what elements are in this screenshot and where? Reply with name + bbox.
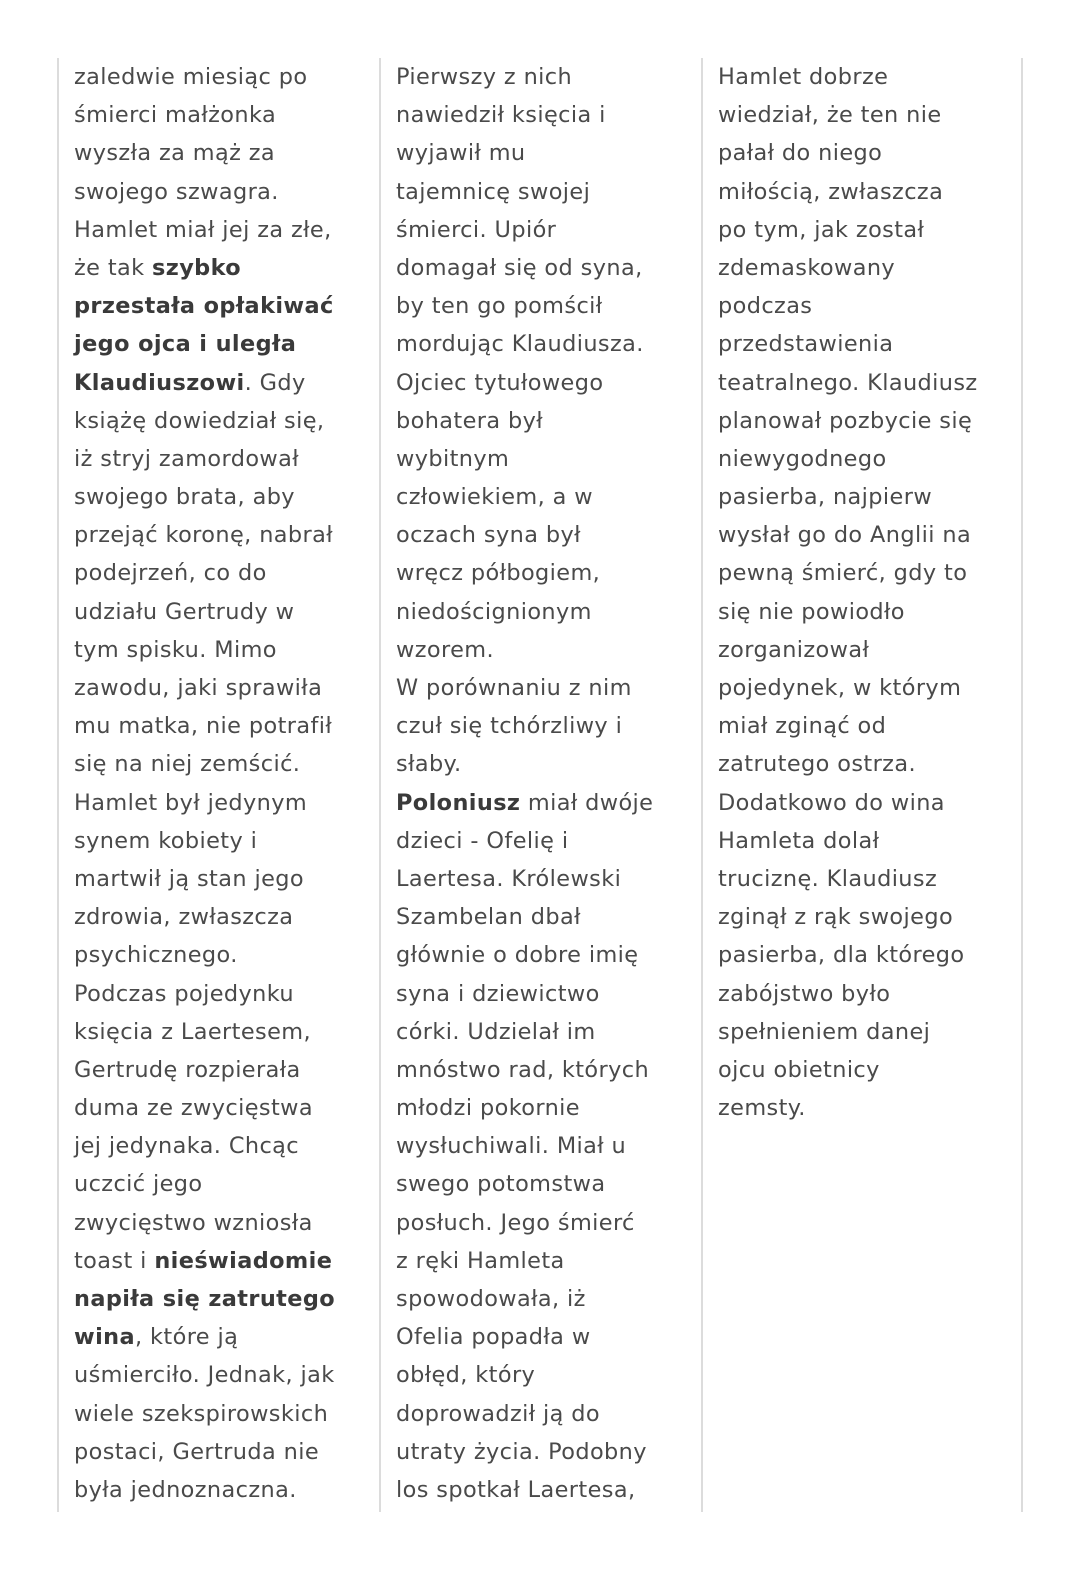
text-line — [74, 364, 374, 402]
text-segment: synem kobiety i — [74, 827, 258, 854]
text-segment: zawodu, jaki sprawiła — [74, 675, 323, 701]
text-segment: Hamlet dobrze — [718, 64, 889, 90]
text-segment: Hamleta dolał — [718, 827, 880, 854]
text-segment: miał dwóje — [520, 789, 654, 816]
text-line — [718, 173, 1018, 211]
text-segment: zaledwie miesiąc po — [74, 64, 308, 90]
text-segment: miał zginąć od — [718, 713, 887, 740]
text-segment: Ojciec tytułowego — [396, 369, 604, 396]
text-segment: zdrowia, zwłaszcza — [74, 904, 294, 931]
text-line — [718, 134, 1018, 172]
text-line — [74, 287, 374, 325]
text-segment: spowodowała, iż — [396, 1286, 586, 1312]
text-segment: jej jedynaka. Chcąc — [74, 1133, 300, 1160]
text-line — [74, 860, 374, 898]
text-segment: zwycięstwo wzniosła — [74, 1209, 313, 1236]
text-line — [74, 1280, 374, 1318]
text-line — [718, 898, 1018, 936]
text-line — [74, 478, 374, 516]
text-line — [74, 1471, 374, 1509]
text-segment: z ręki Hamleta — [396, 1247, 565, 1274]
text-segment: Szambelan dbał — [396, 904, 581, 931]
text-segment: toast i — [74, 1247, 155, 1274]
text-line — [396, 440, 696, 478]
text-column-1 — [57, 58, 379, 1512]
bold-text-segment: Klaudiuszowi — [74, 369, 245, 396]
text-line — [396, 211, 696, 249]
text-line — [74, 58, 374, 96]
text-segment: podczas — [718, 293, 813, 320]
text-segment: mnóstwo rad, których — [396, 1056, 650, 1083]
text-segment: Laertesa. Królewski — [396, 865, 622, 892]
text-segment: iż stryj zamordował — [74, 445, 300, 472]
text-line — [718, 554, 1018, 592]
text-line — [718, 287, 1018, 325]
text-line — [74, 707, 374, 745]
text-segment: po tym, jak został — [718, 216, 925, 243]
text-segment: oczach syna był — [396, 522, 581, 549]
text-segment: wyjawił mu — [396, 140, 526, 167]
text-line — [74, 134, 374, 172]
text-segment: zginął z rąk swojego — [718, 904, 954, 931]
text-segment: nawiedził księcia i — [396, 102, 606, 129]
text-line — [396, 1395, 696, 1433]
text-line — [74, 516, 374, 554]
text-line — [74, 402, 374, 440]
text-segment: zatrutego ostrza. — [718, 751, 916, 778]
text-segment: zemsty. — [718, 1095, 806, 1122]
text-segment: zabójstwo było — [718, 980, 891, 1007]
text-line — [396, 1013, 696, 1051]
text-line — [718, 860, 1018, 898]
text-line — [396, 554, 696, 592]
text-segment: niewygodnego — [718, 445, 887, 472]
column-3-text — [718, 58, 1018, 1127]
text-segment: syna i dziewictwo — [396, 980, 600, 1007]
column-2-text — [396, 58, 696, 1509]
text-segment: pałał do niego — [718, 140, 883, 167]
text-line — [718, 1089, 1018, 1127]
text-segment: wręcz półbogiem, — [396, 560, 601, 587]
text-segment: pasierba, najpierw — [718, 484, 933, 511]
text-segment: Gertrudę rozpierała — [74, 1056, 301, 1083]
text-line — [396, 249, 696, 287]
text-line — [396, 1204, 696, 1242]
text-segment: się na niej zemścić. — [74, 751, 301, 778]
text-line — [74, 1204, 374, 1242]
text-segment: martwił ją stan jego — [74, 865, 304, 892]
text-line — [396, 593, 696, 631]
text-line — [396, 1433, 696, 1471]
text-line — [396, 1471, 696, 1509]
bold-text-segment: Poloniusz — [396, 789, 521, 816]
text-line — [74, 325, 374, 363]
text-line — [74, 1356, 374, 1394]
text-line — [396, 96, 696, 134]
text-line — [718, 211, 1018, 249]
column-divider — [379, 58, 381, 1512]
text-segment: uczcić jego — [74, 1171, 203, 1198]
text-segment: . Gdy — [244, 369, 306, 396]
bold-text-segment: jego ojca i uległa — [74, 331, 297, 358]
text-segment: Hamlet miał jej za złe, — [74, 216, 332, 243]
text-line — [396, 287, 696, 325]
text-segment: spełnieniem danej — [718, 1018, 931, 1045]
text-segment: śmierci. Upiór — [396, 216, 557, 243]
text-line — [718, 440, 1018, 478]
text-line — [396, 975, 696, 1013]
column-divider — [1021, 58, 1023, 1512]
text-line — [396, 631, 696, 669]
text-line — [74, 936, 374, 974]
text-line — [74, 784, 374, 822]
text-line — [718, 975, 1018, 1013]
bold-text-segment: napiła się zatrutego — [74, 1286, 336, 1312]
text-line — [74, 249, 374, 287]
text-line — [396, 173, 696, 211]
text-segment: udziału Gertrudy w — [74, 598, 295, 625]
text-line — [718, 631, 1018, 669]
text-segment: wzorem. — [396, 636, 494, 663]
text-line — [396, 364, 696, 402]
text-line — [718, 364, 1018, 402]
text-segment: niedoścignionym — [396, 598, 592, 625]
text-segment: była jednoznaczna. — [74, 1476, 297, 1503]
text-line — [718, 707, 1018, 745]
text-segment: wybitnym — [396, 445, 510, 472]
text-segment: , które ją — [135, 1324, 239, 1351]
text-segment: posłuch. Jego śmierć — [396, 1209, 635, 1236]
text-segment: córki. Udzielał im — [396, 1018, 596, 1045]
text-line — [74, 669, 374, 707]
text-line — [74, 822, 374, 860]
text-segment: czuł się tchórzliwy i — [396, 713, 623, 740]
text-segment: ojcu obietnicy — [718, 1056, 880, 1083]
text-segment: miłością, zwłaszcza — [718, 178, 944, 205]
text-line — [74, 975, 374, 1013]
text-segment: przedstawienia — [718, 331, 894, 358]
text-segment: tym spisku. Mimo — [74, 636, 277, 663]
text-segment: postaci, Gertruda nie — [74, 1438, 319, 1465]
text-line — [74, 440, 374, 478]
text-line — [718, 325, 1018, 363]
text-line — [74, 631, 374, 669]
text-line — [396, 478, 696, 516]
text-segment: planował pozbycie się — [718, 407, 973, 434]
text-line — [718, 745, 1018, 783]
text-segment: Dodatkowo do wina — [718, 789, 945, 816]
text-segment: zorganizował — [718, 636, 870, 663]
text-line — [74, 173, 374, 211]
text-segment: człowiekiem, a w — [396, 484, 593, 511]
text-segment: wyszła za mąż za — [74, 140, 276, 167]
text-segment: wiele szekspirowskich — [74, 1400, 329, 1427]
text-segment: mordując Klaudiusza. — [396, 331, 644, 358]
text-line — [396, 402, 696, 440]
text-line — [396, 1089, 696, 1127]
text-segment: uśmierciło. Jednak, jak — [74, 1362, 335, 1389]
bold-text-segment: przestała opłakiwać — [74, 293, 334, 320]
text-segment: swojego brata, aby — [74, 484, 295, 511]
text-line — [396, 936, 696, 974]
text-segment: śmierci małżonka — [74, 102, 277, 129]
text-line — [74, 554, 374, 592]
text-segment: swojego szwagra. — [74, 178, 279, 205]
text-line — [718, 784, 1018, 822]
text-segment: książę dowiedział się, — [74, 407, 325, 434]
text-line — [396, 1165, 696, 1203]
text-segment: truciznę. Klaudiusz — [718, 865, 938, 892]
text-segment: by ten go pomścił — [396, 293, 603, 320]
text-line — [718, 96, 1018, 134]
text-line — [74, 1433, 374, 1471]
text-segment: domagał się od syna, — [396, 254, 643, 281]
bold-text-segment: wina — [74, 1324, 136, 1351]
text-segment: przejąć koronę, nabrał — [74, 522, 334, 549]
text-line — [718, 822, 1018, 860]
text-line — [74, 593, 374, 631]
text-line — [396, 669, 696, 707]
text-line — [718, 402, 1018, 440]
text-segment: pewną śmierć, gdy to — [718, 560, 968, 587]
text-segment: utraty życia. Podobny — [396, 1438, 647, 1465]
text-segment: zdemaskowany — [718, 254, 896, 281]
bold-text-segment: szybko — [152, 254, 242, 281]
text-segment: W porównaniu z nim — [396, 675, 632, 701]
text-segment: dzieci - Ofelię i — [396, 827, 569, 854]
text-line — [396, 1280, 696, 1318]
text-line — [396, 822, 696, 860]
text-line — [396, 707, 696, 745]
text-line — [396, 860, 696, 898]
text-segment: tajemnicę swojej — [396, 178, 591, 205]
text-line — [74, 745, 374, 783]
text-line — [74, 1089, 374, 1127]
text-segment: duma ze zwycięstwa — [74, 1095, 313, 1122]
text-line — [396, 325, 696, 363]
text-line — [718, 1051, 1018, 1089]
text-line — [74, 1165, 374, 1203]
text-line — [396, 784, 696, 822]
text-segment: los spotkał Laertesa, — [396, 1476, 636, 1503]
text-line — [396, 1242, 696, 1280]
text-line — [74, 1242, 374, 1280]
text-line — [396, 898, 696, 936]
text-line — [718, 936, 1018, 974]
column-divider — [57, 58, 59, 1512]
text-line — [74, 1127, 374, 1165]
text-line — [74, 1051, 374, 1089]
text-segment: podejrzeń, co do — [74, 560, 267, 587]
text-segment: księcia z Laertesem, — [74, 1018, 311, 1045]
text-line — [396, 1356, 696, 1394]
text-line — [396, 134, 696, 172]
text-line — [718, 478, 1018, 516]
text-segment: obłęd, który — [396, 1362, 536, 1389]
text-segment: teatralnego. Klaudiusz — [718, 369, 978, 396]
text-line — [74, 1013, 374, 1051]
text-line — [396, 516, 696, 554]
text-segment: pasierba, dla którego — [718, 942, 965, 969]
text-column-3 — [701, 58, 1023, 1512]
text-segment: Pierwszy z nich — [396, 64, 573, 90]
text-line — [718, 516, 1018, 554]
text-segment: Hamlet był jedynym — [74, 789, 308, 816]
text-segment: wysłał go do Anglii na — [718, 522, 972, 549]
text-line — [396, 745, 696, 783]
text-segment: młodzi pokornie — [396, 1095, 580, 1122]
text-segment: bohatera był — [396, 407, 544, 434]
text-line — [718, 249, 1018, 287]
text-segment: słaby. — [396, 751, 462, 778]
text-line — [396, 1127, 696, 1165]
text-line — [74, 898, 374, 936]
column-1-text — [74, 58, 374, 1509]
text-column-2 — [379, 58, 701, 1512]
text-segment: wiedział, że ten nie — [718, 102, 942, 129]
text-segment: że tak — [74, 254, 153, 281]
text-segment: wysłuchiwali. Miał u — [396, 1133, 627, 1160]
text-line — [718, 593, 1018, 631]
column-divider — [701, 58, 703, 1512]
text-segment: pojedynek, w którym — [718, 675, 962, 701]
bold-text-segment: nieświadomie — [154, 1247, 333, 1274]
text-segment: Ofelia popadła w — [396, 1324, 591, 1351]
text-segment: psychicznego. — [74, 942, 238, 969]
text-line — [74, 211, 374, 249]
text-segment: doprowadził ją do — [396, 1400, 601, 1427]
text-line — [74, 1395, 374, 1433]
text-line — [396, 1318, 696, 1356]
text-line — [74, 96, 374, 134]
text-line — [718, 1013, 1018, 1051]
text-line — [396, 1051, 696, 1089]
text-segment: Podczas pojedynku — [74, 980, 295, 1007]
text-segment: swego potomstwa — [396, 1171, 606, 1198]
text-line — [74, 1318, 374, 1356]
text-line — [718, 669, 1018, 707]
text-segment: się nie powiodło — [718, 598, 905, 625]
text-segment: mu matka, nie potrafił — [74, 713, 333, 740]
text-segment: głównie o dobre imię — [396, 942, 639, 969]
text-line — [718, 58, 1018, 96]
text-line — [396, 58, 696, 96]
